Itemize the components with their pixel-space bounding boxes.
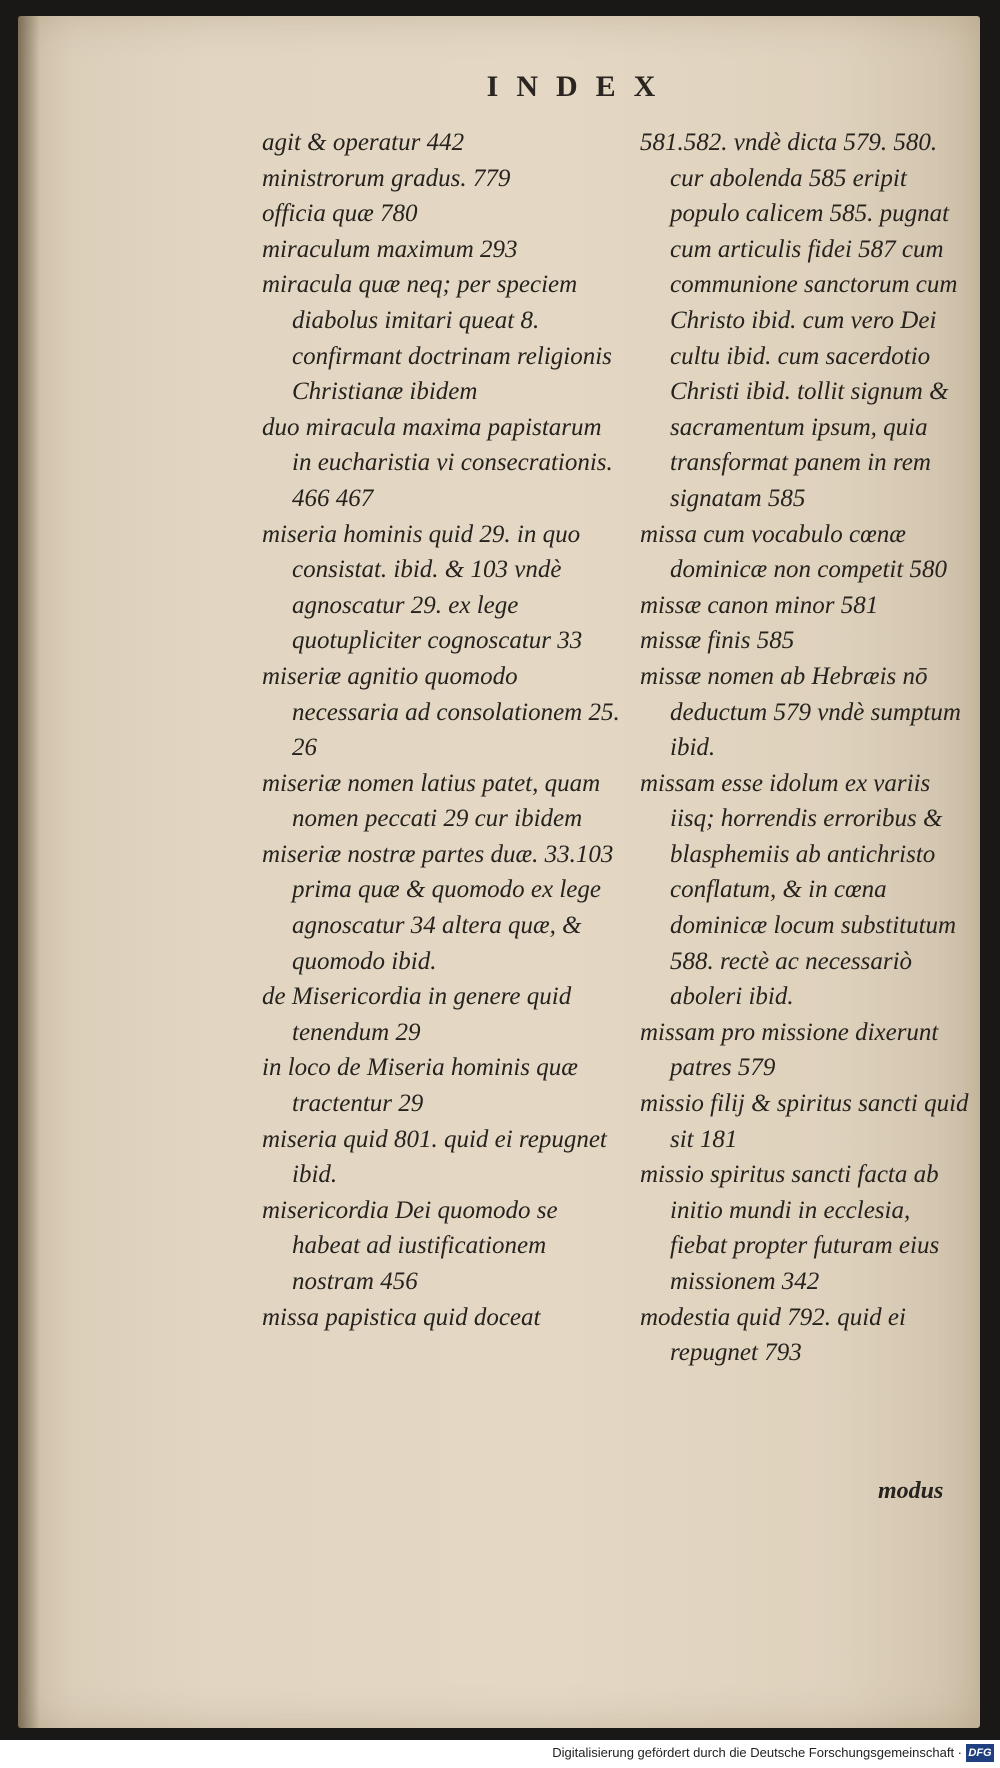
index-entry: misericordia Dei quomodo se habeat ad iustificationem nostram 456 xyxy=(262,1196,558,1295)
catchword: modus xyxy=(878,1478,944,1504)
page-gutter-shadow xyxy=(18,16,40,1728)
index-entry: missæ finis 585 xyxy=(640,627,795,655)
index-entry: agit & operatur 442 xyxy=(262,129,465,156)
index-entry: missio spiritus sancti facta ab initio mundi in ecclesia, fiebat propter futuram eius missionem 342 xyxy=(640,1161,940,1295)
index-entry: missam pro missione dixerunt patres 579 xyxy=(640,1018,939,1082)
index-entry: missa papistica quid doceat xyxy=(262,1303,541,1331)
index-entry: missæ nomen ab Hebræis nō deductum 579 vndè sumptum ibid. xyxy=(640,662,961,762)
index-entry: miseriæ nostræ partes duæ. 33.103 prima quæ & quomodo ex lege agnoscatur 34 altera quæ, & quomodo ibid. xyxy=(262,840,614,975)
index-entry: miracula quæ neq; per speciem diabolus imitari queat 8. confirmant doctrinam religionis Christianæ ibidem xyxy=(262,271,612,406)
index-entry: miseria quid 801. quid ei repugnet ibid. xyxy=(262,1125,607,1189)
running-head: INDEX xyxy=(486,70,674,103)
index-column-left xyxy=(262,125,622,1335)
index-entry: miseria hominis quid 29. in quo consistat. ibid. & 103 vndè agnoscatur 29. ex lege quotupliciter cognoscatur 33 xyxy=(262,520,583,655)
footer-bar xyxy=(0,1740,1000,1768)
index-entry: modestia quid 792. quid ei repugnet 793 xyxy=(640,1303,906,1367)
index-entry: duo miracula maxima papistarum in eucharistia vi consecrationis. 466 467 xyxy=(262,413,613,512)
index-entry: 581.582. vndè dicta 579. 580. cur abolenda 585 eripit populo calicem 585. pugnat cum articulis fidei 587 cum communione sanctorum cum Christo ibid. cum vero Dei cultu ibid. cum sacerdotio Christi ibid. tollit signum & sacramentum ipsum, quia transformat panem in rem signatam 585 xyxy=(640,129,958,512)
index-entry: officia quæ 780 xyxy=(262,200,418,228)
funding-credit: Digitalisierung gefördert durch die Deutsche Forschungsgemeinschaft · xyxy=(552,1745,962,1760)
index-column-right xyxy=(640,125,970,1371)
index-entry: missa cum vocabulo cœnæ dominicæ non competit 580 xyxy=(640,520,948,584)
index-entry: de Misericordia in genere quid tenendum 29 xyxy=(262,983,572,1046)
index-entry: miseriæ agnitio quomodo necessaria ad consolationem 25. 26 xyxy=(262,662,620,762)
index-entry: ministrorum gradus. 779 xyxy=(262,164,511,192)
index-entry: miseriæ nomen latius patet, quam nomen peccati 29 cur ibidem xyxy=(262,769,601,833)
index-entry: in loco de Miseria hominis quæ tractentur 29 xyxy=(262,1054,578,1118)
index-entry: missio filij & spiritus sancti quid sit 181 xyxy=(640,1090,969,1153)
dfg-logo-icon: DFG xyxy=(966,1744,994,1762)
index-entry: missæ canon minor 581 xyxy=(640,591,879,619)
index-entry: missam esse idolum ex variis iisq; horrendis erroribus & blasphemiis ab antichristo conflatum, & in cœna dominicæ locum substitutum 588. rectè ac necessariò aboleri ibid. xyxy=(640,769,957,1011)
index-entry: miraculum maximum 293 xyxy=(262,235,518,263)
